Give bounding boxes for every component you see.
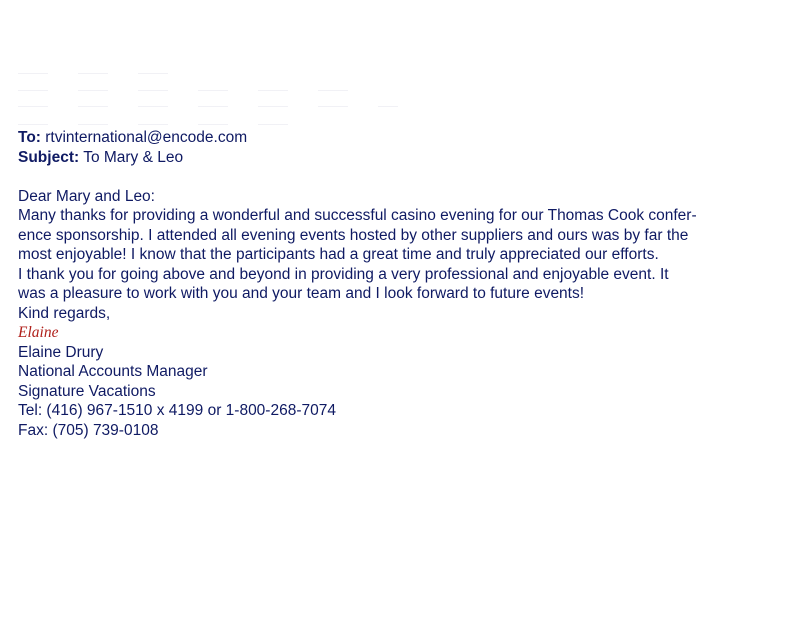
- body-line: Many thanks for providing a wonderful and successful casino evening for our Thomas Cook confer-: [18, 207, 697, 224]
- body-line: ence sponsorship. I attended all evening events hosted by other suppliers and ours was by far the: [18, 226, 689, 244]
- body-line: was a pleasure to work with you and your team and I look forward to future events!: [18, 285, 585, 302]
- subject-row: [18, 148, 743, 168]
- sender-title: National Accounts Manager: [18, 363, 208, 380]
- faint-scan-artifact: [18, 106, 398, 107]
- faint-scan-artifact: [18, 90, 358, 91]
- faint-scan-artifact: [18, 73, 198, 74]
- greeting: Dear Mary and Leo:: [18, 187, 155, 205]
- telephone: Tel: (416) 967-1510 x 4199 or 1-800-268-7074: [18, 402, 336, 419]
- to-row: [18, 128, 743, 148]
- fax: Fax: (705) 739-0108: [18, 421, 159, 439]
- blank-line: [18, 167, 743, 187]
- subject-label: Subject:: [18, 148, 80, 166]
- closing: Kind regards,: [18, 304, 111, 322]
- body-line: most enjoyable! I know that the participants had a great time and truly appreciated our efforts.: [18, 246, 659, 263]
- signature-script: Elaine: [18, 324, 59, 341]
- to-label: To:: [18, 129, 41, 146]
- faint-scan-artifact: [18, 124, 318, 125]
- subject-text: To Mary & Leo: [83, 148, 184, 166]
- email-content: [18, 128, 743, 440]
- to-address: rtvinternational@encode.com: [45, 129, 248, 146]
- sender-company: Signature Vacations: [18, 382, 156, 400]
- body-line: I thank you for going above and beyond in providing a very professional and enjoyable event. It: [18, 265, 669, 283]
- message-body: [18, 206, 743, 304]
- sender-name: Elaine Drury: [18, 343, 104, 361]
